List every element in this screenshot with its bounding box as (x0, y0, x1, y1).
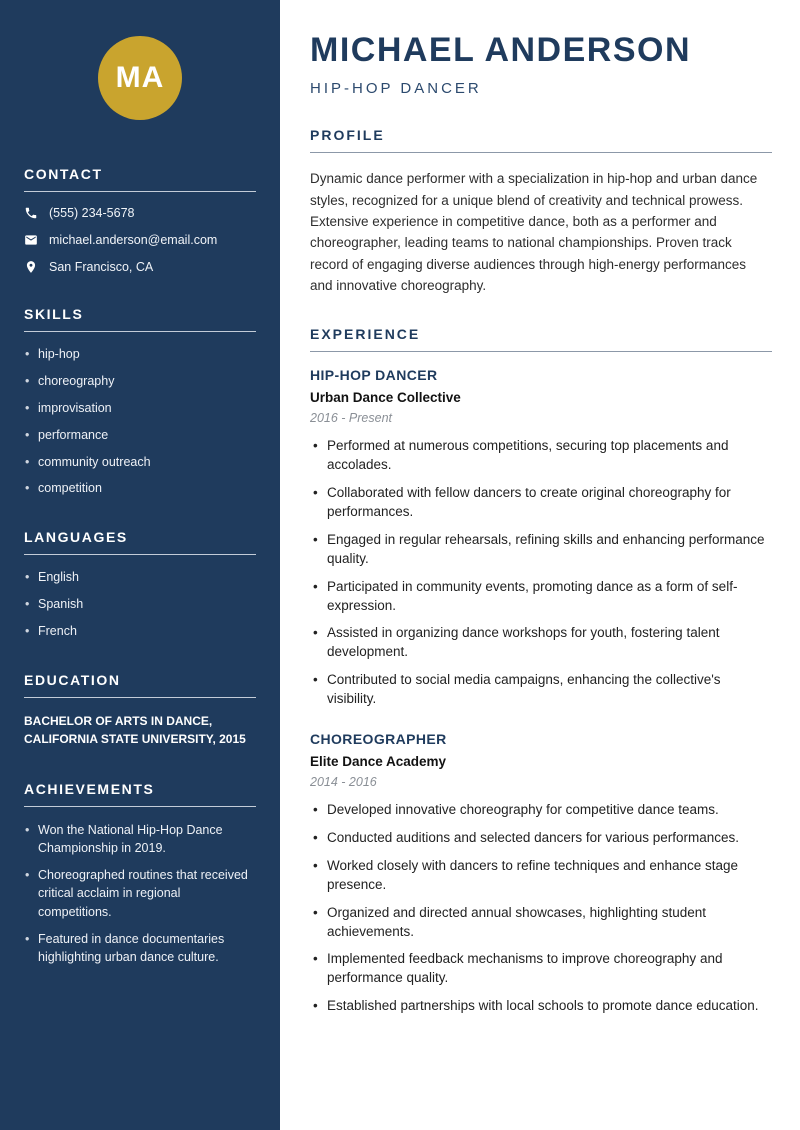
contact-phone (24, 206, 256, 220)
contact-phone-text: (555) 234-5678 (49, 206, 135, 220)
education-school: CALIFORNIA STATE UNIVERSITY, 2015 (24, 732, 246, 747)
candidate-job-title: HIP-HOP DANCER (310, 80, 482, 98)
achievements-list (24, 821, 256, 966)
location-icon (24, 260, 38, 274)
job-bullet: • Conducted auditions and selected dancers for various performances. (310, 829, 772, 848)
job-bullet: • Performed at numerous competitions, securing top placements and accolades. (310, 437, 772, 475)
job-role: HIP-HOP DANCER (310, 367, 438, 384)
job-bullets (310, 801, 772, 1016)
profile-text: Dynamic dance performer with a specialization in hip-hop and urban dance styles, recognized for a unique blend of creativity and technical prowess. Extensive experience in competitive dance, both as a performer and choreographer, leading teams to national championships. Proven track record of engaging diverse audiences through high-energy performances and innovative choreography. (310, 171, 758, 294)
job-dates: 2014 - 2016 (310, 775, 377, 790)
achievement-item: • Choreographed routines that received critical acclaim in regional competitions. (24, 866, 256, 920)
main-content (280, 0, 800, 1130)
job-bullet: • Developed innovative choreography for competitive dance teams. (310, 801, 772, 820)
job-company: Elite Dance Academy (310, 754, 447, 770)
language-item: • Spanish (24, 596, 256, 613)
phone-icon (24, 206, 38, 220)
languages-title: LANGUAGES (24, 529, 256, 555)
achievements-title: ACHIEVEMENTS (24, 781, 256, 807)
achievement-item: • Won the National Hip-Hop Dance Championship in 2019. (24, 821, 256, 857)
job-dates: 2016 - Present (310, 411, 392, 426)
language-item: • English (24, 569, 256, 586)
languages-section (24, 529, 256, 640)
sidebar (0, 0, 280, 1130)
contact-location-text: San Francisco, CA (49, 260, 154, 274)
job-bullet: • Contributed to social media campaigns, enhancing the collective's visibility. (310, 671, 772, 709)
language-item: • French (24, 623, 256, 640)
avatar-wrap (24, 36, 256, 120)
achievements-section (24, 781, 256, 966)
education-degree: BACHELOR OF ARTS IN DANCE, (24, 713, 213, 728)
job-bullet: • Participated in community events, promoting dance as a form of self-expression. (310, 578, 772, 616)
job-bullet: • Implemented feedback mechanisms to improve choreography and performance quality. (310, 950, 772, 988)
skill-item: • community outreach (24, 454, 256, 471)
contact-title: CONTACT (24, 166, 256, 192)
experience-job-2 (310, 731, 772, 1016)
candidate-name: MICHAEL ANDERSON (310, 31, 692, 69)
job-bullet: • Engaged in regular rehearsals, refining skills and enhancing performance quality. (310, 531, 772, 569)
avatar-initials: MA (115, 61, 165, 94)
skill-item: • performance (24, 427, 256, 444)
job-bullet: • Worked closely with dancers to refine techniques and enhance stage presence. (310, 857, 772, 895)
section-divider (310, 152, 772, 153)
experience-section-title: EXPERIENCE (310, 326, 421, 343)
job-company: Urban Dance Collective (310, 390, 461, 406)
skills-section (24, 306, 256, 497)
job-bullet: • Organized and directed annual showcases, highlighting student achievements. (310, 904, 772, 942)
job-bullet: • Assisted in organizing dance workshops for youth, fostering talent development. (310, 624, 772, 662)
experience-job-1 (310, 367, 772, 709)
job-bullet: • Established partnerships with local schools to promote dance education. (310, 997, 772, 1016)
job-bullet: • Collaborated with fellow dancers to create original choreography for performances. (310, 484, 772, 522)
skill-item: • hip-hop (24, 346, 256, 363)
job-role: CHOREOGRAPHER (310, 731, 447, 748)
education-section (24, 672, 256, 749)
skill-item: • choreography (24, 373, 256, 390)
contact-email-text: michael.anderson@email.com (49, 233, 218, 247)
avatar (98, 36, 182, 120)
job-bullets (310, 437, 772, 709)
skill-item: • improvisation (24, 400, 256, 417)
languages-list (24, 569, 256, 640)
contact-section (24, 166, 256, 274)
section-divider (310, 351, 772, 352)
contact-location (24, 260, 256, 274)
achievement-item: • Featured in dance documentaries highlighting urban dance culture. (24, 930, 256, 966)
contact-email (24, 233, 256, 247)
skill-item: • competition (24, 480, 256, 497)
skills-list (24, 346, 256, 497)
profile-section-title: PROFILE (310, 127, 385, 144)
email-icon (24, 233, 38, 247)
education-title: EDUCATION (24, 672, 256, 698)
skills-title: SKILLS (24, 306, 256, 332)
